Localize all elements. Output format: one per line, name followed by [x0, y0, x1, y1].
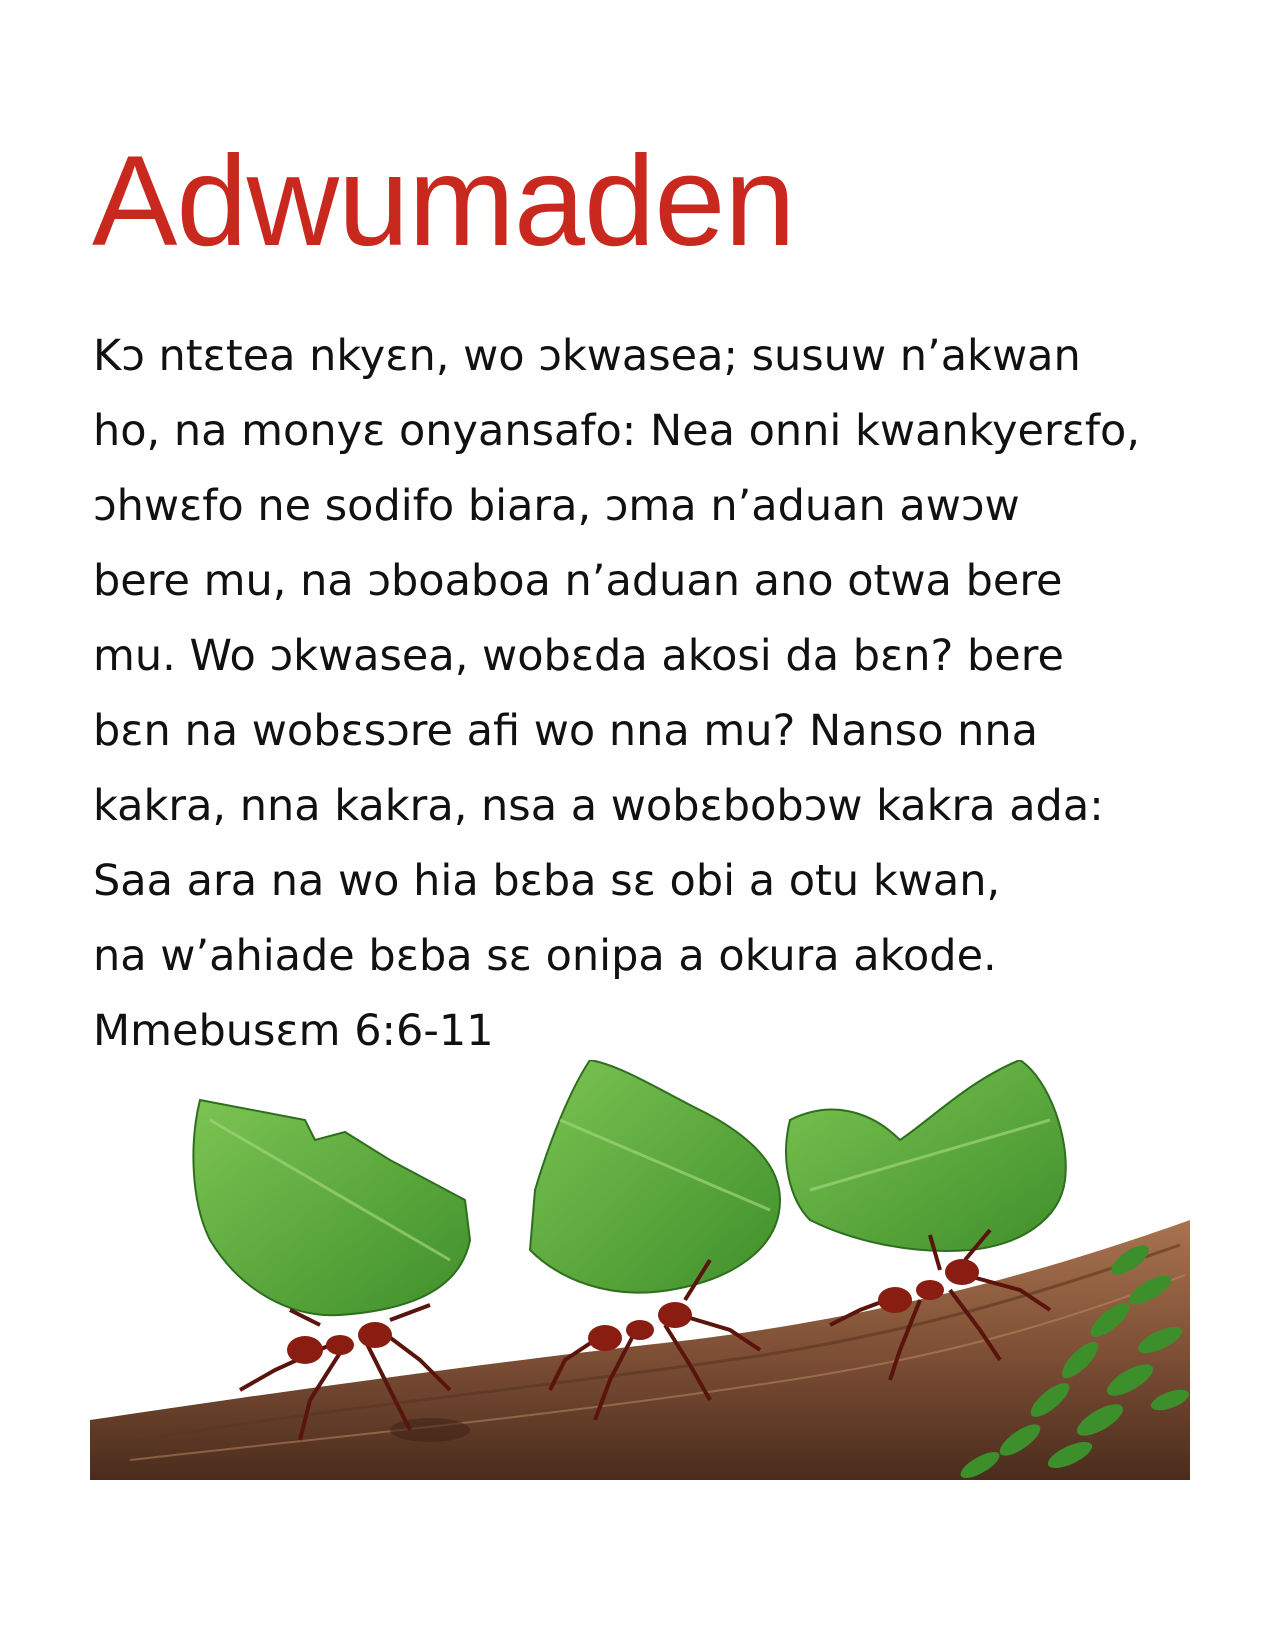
- passage-line: Kɔ ntɛtea nkyɛn, wo ɔkwasea; susuw n’akwan: [93, 331, 1081, 381]
- scripture-passage: [93, 330, 1233, 1080]
- passage-line: mu. Wo ɔkwasea, wobɛda akosi da bɛn? bere: [93, 631, 1064, 681]
- page-title: Adwumaden: [92, 130, 795, 273]
- passage-line: kakra, nna kakra, nsa a wobɛbobɔw kakra ada:: [93, 781, 1104, 831]
- passage-line: bere mu, na ɔboaboa n’aduan ano otwa bere: [93, 556, 1063, 606]
- ants-carrying-leaves-illustration: [90, 1060, 1190, 1560]
- passage-line: Saa ara na wo hia bɛba sɛ obi a otu kwan,: [93, 856, 1001, 906]
- passage-line: ɔhwɛfo ne sodifo biara, ɔma n’aduan awɔw: [93, 481, 1020, 531]
- passage-line: ho, na monyɛ onyansafo: Nea onni kwankyerɛfo,: [93, 406, 1140, 456]
- scripture-reference: Mmebusɛm 6:6-11: [93, 1006, 494, 1056]
- passage-line: na w’ahiade bɛba sɛ onipa a okura akode.: [93, 931, 997, 981]
- passage-line: bɛn na wobɛsɔre afi wo nna mu? Nanso nna: [93, 706, 1039, 756]
